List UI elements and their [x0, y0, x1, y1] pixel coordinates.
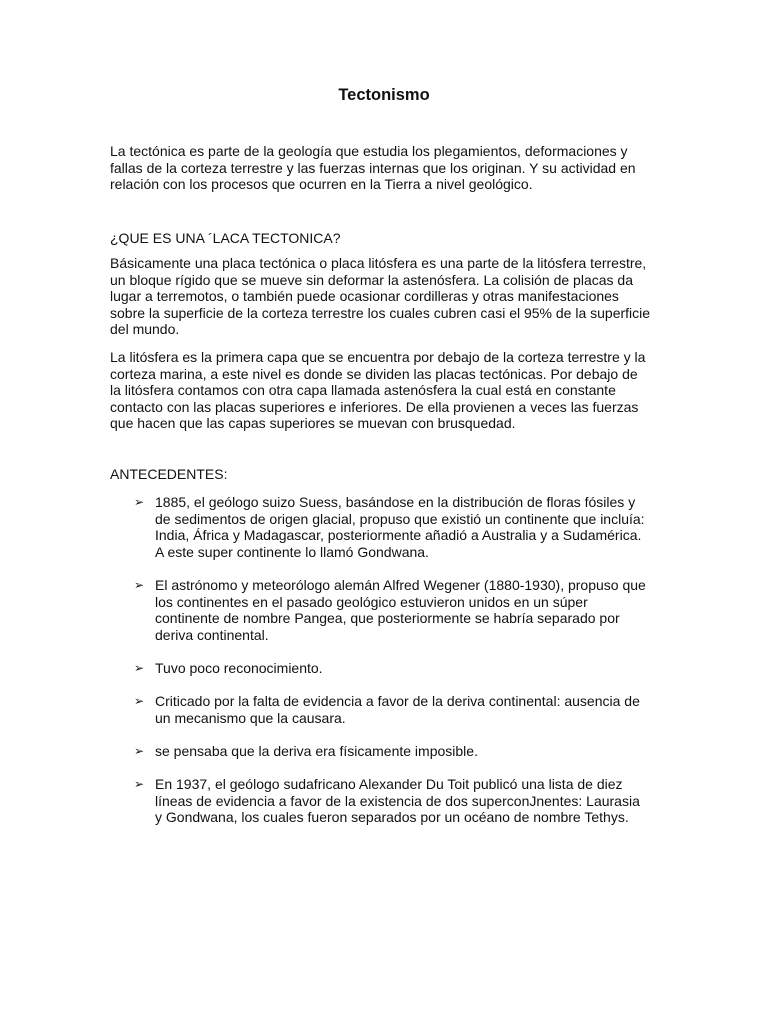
arrow-bullet-icon: ➢ [134, 661, 145, 675]
list-item-text: El astrónomo y meteorólogo alemán Alfred Wegener (1880-1930), propuso que los continentes en el pasado geológico estuvieron unidos en un súper continente de nombre Pangea, que posteriormente se habría separado por deriva continental. [155, 577, 646, 643]
antecedentes-heading: ANTECEDENTES: [110, 466, 228, 482]
intro-paragraph: La tectónica es parte de la geología que estudia los plegamientos, deformaciones y fallas de la corteza terrestre y las fuerzas internas que los originan. Y su actividad en relación con los procesos que ocurren en la Tierra a nivel geológico. [110, 143, 636, 193]
page-title: Tectonismo [338, 86, 430, 104]
list-item-text: 1885, el geólogo suizo Suess, basándose en la distribución de floras fósiles y de sedimentos de origen glacial, propuso que existió un continente que incluía: India, África y Madagascar, posteriormente añadió a Australia y a Sudamérica. A este super continente lo llamó Gondwana. [155, 494, 645, 560]
arrow-bullet-icon: ➢ [134, 495, 145, 509]
arrow-bullet-icon: ➢ [134, 777, 145, 791]
arrow-bullet-icon: ➢ [134, 694, 145, 708]
question-heading: ¿QUE ES UNA ´LACA TECTONICA? [110, 230, 341, 246]
arrow-bullet-icon: ➢ [134, 578, 145, 592]
list-item-text: se pensaba que la deriva era físicamente imposible. [155, 743, 478, 759]
plate-definition-paragraph: Básicamente una placa tectónica o placa litósfera es una parte de la litósfera terrestre, un bloque rígido que se mueve sin deformar la astenósfera. La colisión de placas da lugar a terremotos, o también puede ocasionar cordilleras y otras manifestaciones sobre la superficie de la corteza terrestre los cuales cubren casi el 95% de la superficie del mundo. [110, 255, 651, 338]
lithosphere-paragraph: La litósfera es la primera capa que se encuentra por debajo de la corteza terrestre y la corteza marina, a este nivel es donde se dividen las placas tectónicas. Por debajo de la litósfera contamos con otra capa llamada astenósfera la cual está en constante contacto con las placas superiores e inferiores. De ella provienen a veces las fuerzas que hacen que las capas superiores se muevan con brusquedad. [110, 349, 646, 432]
list-item-text: Criticado por la falta de evidencia a favor de la deriva continental: ausencia de un mecanismo que la causara. [155, 693, 640, 726]
arrow-bullet-icon: ➢ [134, 744, 145, 758]
list-item-text: En 1937, el geólogo sudafricano Alexander Du Toit publicó una lista de diez líneas de evidencia a favor de la existencia de dos superconJnentes: Laurasia y Gondwana, los cuales fueron separados por un océano de nombre Tethys. [155, 776, 640, 826]
list-item-text: Tuvo poco reconocimiento. [155, 660, 323, 676]
